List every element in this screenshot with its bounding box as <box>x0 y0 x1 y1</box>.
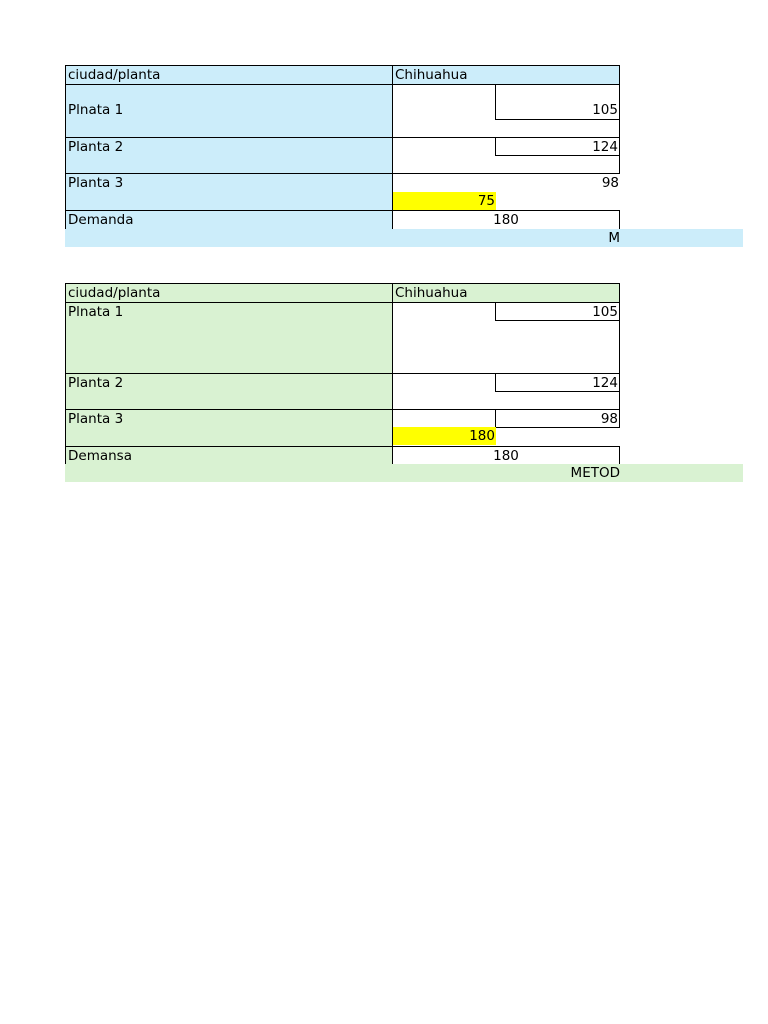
table-2-demand-value: 180 <box>392 446 620 465</box>
table-2-header-label: ciudad/planta <box>65 283 393 303</box>
table-2-row-3-allocation: 180 <box>393 427 496 445</box>
table-2-row-1-cost: 105 <box>495 302 620 321</box>
table-2-row-2-label: Planta 2 <box>65 373 393 410</box>
table-1-row-1-label: Plnata 1 <box>65 84 393 138</box>
table-2-row-3-cost: 98 <box>495 409 620 428</box>
table-2-row-2-cost: 124 <box>495 373 620 392</box>
table-1-row-1-cost: 105 <box>495 84 620 120</box>
table-1-row-2-cost: 124 <box>495 137 620 156</box>
table-1-demand-value: 180 <box>392 210 620 230</box>
table-2-footer-text: METOD <box>570 465 620 481</box>
table-2-row-1-label: Plnata 1 <box>65 302 393 374</box>
table-2-header-city: Chihuahua <box>392 283 620 303</box>
table-2-demand-label: Demansa <box>65 446 393 465</box>
table-1-row-3-label: Planta 3 <box>65 173 393 211</box>
table-1-row-2-label: Planta 2 <box>65 137 393 174</box>
table-1-header-label: ciudad/planta <box>65 65 393 85</box>
table-1-demand-label: Demanda <box>65 210 393 230</box>
table-2-row-3-label: Planta 3 <box>65 409 393 447</box>
table-1-header-city: Chihuahua <box>392 65 620 85</box>
table-1-row-3-allocation: 75 <box>393 192 496 210</box>
table-1-footer-text: M <box>608 230 620 246</box>
table-1-row-3-cost: 98 <box>601 175 619 191</box>
